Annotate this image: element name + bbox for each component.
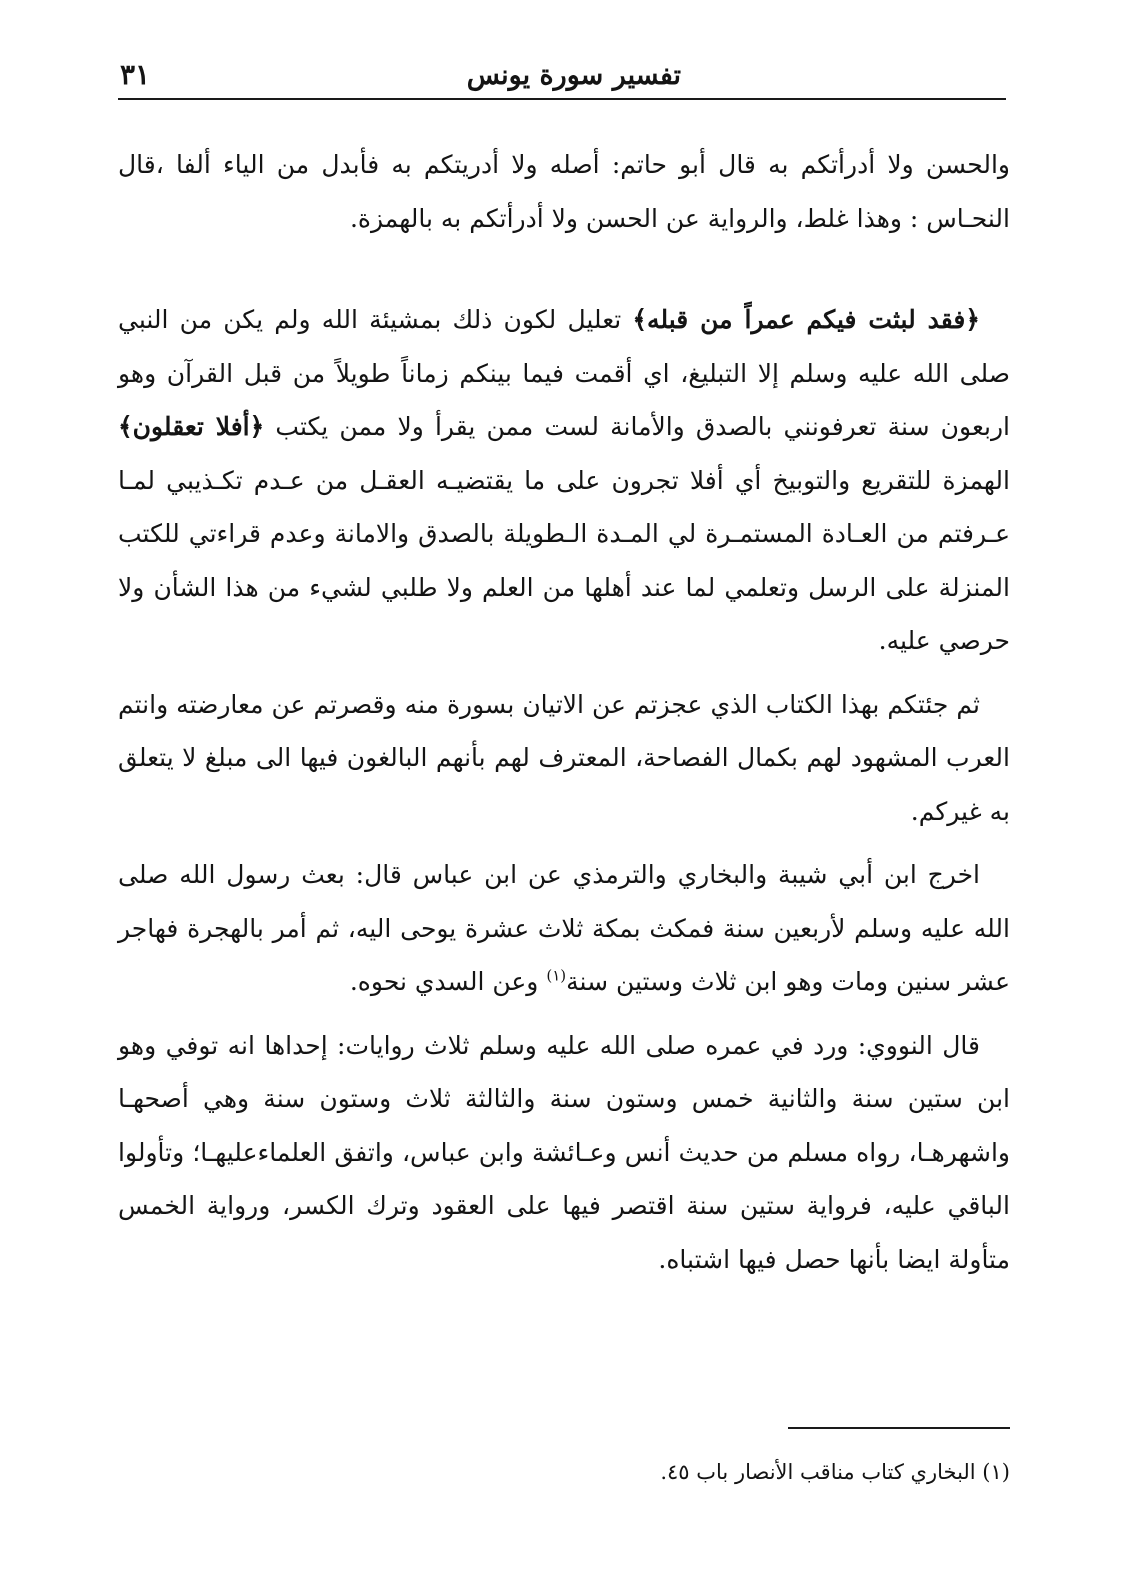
- page-number: ٣١: [120, 58, 151, 91]
- running-title: تفسير سورة يونس: [466, 60, 681, 91]
- paragraph-3-text: ثم جئتكم بهذا الكتاب الذي عجزتم عن الاتيان بسورة منه وقصرتم عن معارضته وانتم العرب المشهود لهم بكمال الفصاحة، المعترف لهم بأنهم البالغون فيها الى مبلغ لا يتعلق به غيركم.: [118, 689, 1010, 826]
- footnote: (١) البخاري كتاب مناقب الأنصار باب ٤٥.: [660, 1460, 1010, 1484]
- paragraph-5: [118, 1019, 1010, 1287]
- paragraph-1: [118, 138, 1010, 245]
- paragraph-5-text: قال النووي: ورد في عمره صلى الله عليه وسلم ثلاث روايات: إحداها انه توفي وهو ابن ستين سنة والثانية خمس وستون سنة والثالثة ثلاث وستون سنة وهي أصحهـا واشهرهـا، رواه مسلم من حديث أنس وعـائشة وابن عباس، واتفق العلماءعليهـا؛ وتأولوا الباقي عليه، فرواية ستين سنة اقتصر فيها على العقود وترك الكسر، ورواية الخمس متأولة ايضا بأنها حصل فيها اشتباه.: [118, 1030, 1010, 1274]
- paragraph-2-text: تعليل لكون ذلك بمشيئة الله ولم يكن من النبي صلى الله عليه وسلم إلا التبليغ، اي أقمت فيما بينكم زماناً طويلاً من قبل القرآن وهو اربعون سنة تعرفونني بالصدق والأمانة لست ممن يقرأ ولا ممن يكتب: [118, 305, 1010, 441]
- quran-quote: ﴿فقد لبثت فيكم عمراً من قبله﴾: [632, 305, 980, 334]
- header-rule: [118, 98, 1006, 100]
- paragraph-1-text: والحسن ولا أدرأتكم به قال أبو حاتم: أصله ولا أدريتكم به فأبدل من الياء ألفا ،قال النحـاس : وهذا غلط، والرواية عن الحسن ولا أدرأتكم به بالهمزة.: [118, 150, 1010, 233]
- paragraph-4-text: اخرج ابن أبي شيبة والبخاري والترمذي عن ابن عباس قال: بعث رسول الله صلى الله عليه وسلم لأربعين سنة فمكث بمكة ثلاث عشرة يوحى اليه، ثم أمر بالهجرة فهاجر عشر سنين ومات وهو ابن ثلاث وستين سنة: [118, 860, 1010, 996]
- paragraph-4-text-end: وعن السدي نحوه.: [349, 967, 547, 996]
- paragraph-4: [118, 848, 1010, 1009]
- footnote-rule: [788, 1427, 1010, 1429]
- running-header: [118, 56, 1006, 96]
- quran-quote: ﴿أفلا تعقلون﴾: [118, 412, 265, 441]
- paragraph-3: [118, 678, 1010, 839]
- paragraph-2-text-end: الهمزة للتقريع والتوبيخ أي أفلا تجرون على ما يقتضيـه العقـل من عـدم تكـذيبي لمـا عـرفتم من العـادة المستمـرة لي المـدة الـطويلة بالصدق والامانة وعدم قراءتي للكتب المنزلة على الرسل وتعلمي لما عند أهلها من العلم ولا طلبي لشيء من هذا الشأن ولا حرصي عليه.: [118, 465, 1010, 655]
- footnote-marker: (١): [546, 966, 567, 985]
- body-text: [118, 138, 1010, 1286]
- paragraph-2: [118, 293, 1010, 668]
